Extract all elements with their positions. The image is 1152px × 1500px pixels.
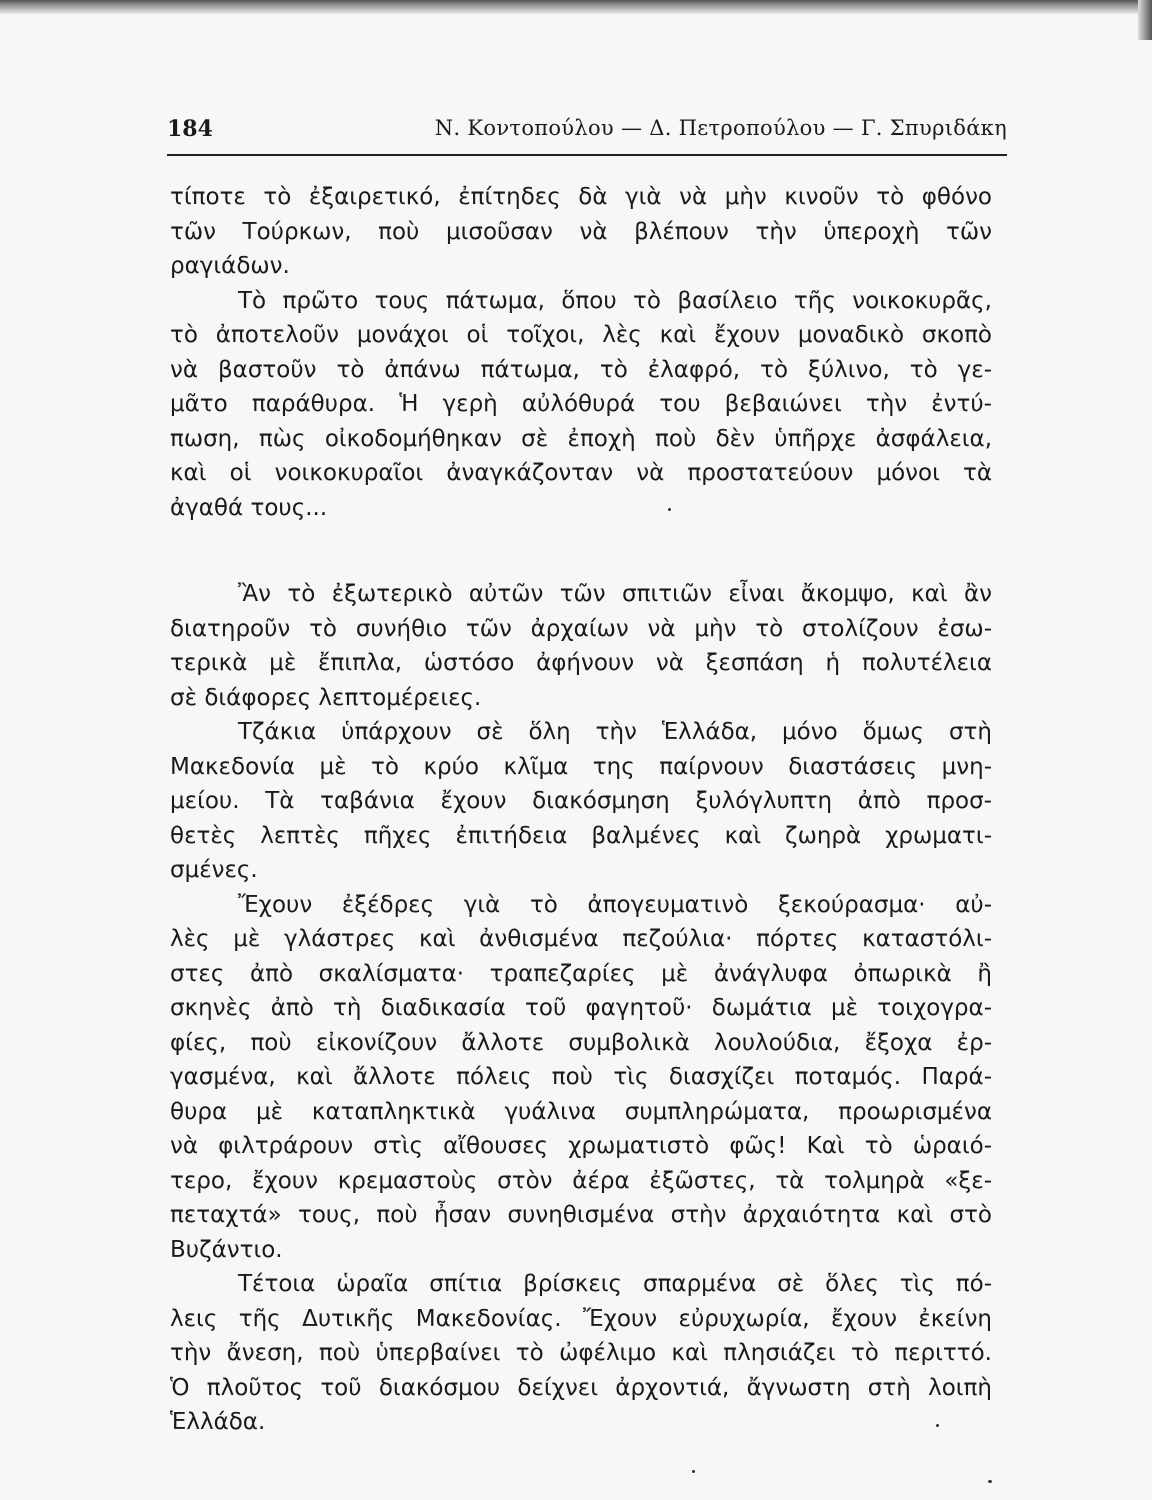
scan-speck <box>936 1424 939 1427</box>
text-line: Μακεδονία μὲ τὸ κρύο κλῖμα της παίρνουν διαστάσεις μνη- <box>170 753 992 780</box>
text-line: ραγιάδων. <box>170 253 290 279</box>
page-header <box>167 116 1007 156</box>
paragraph <box>170 1267 992 1440</box>
text-line: θετὲς λεπτὲς πῆχες ἐπιτήδεια βαλμένες καὶ ζωηρὰ χρωματι- <box>170 822 992 849</box>
text-line: μᾶτο παράθυρα. Ἡ γερὴ αὐλόθυρά του βεβαιώνει τὴν ἐντύ- <box>170 391 992 417</box>
text-line: τερο, ἔχουν κρεμαστοὺς στὸν ἀέρα ἐξῶστες, τὰ τολμηρὰ «ξε- <box>170 1167 992 1194</box>
scan-speck <box>692 1470 695 1473</box>
text-line: τίποτε τὸ ἐξαιρετικό, ἐπίτηδες δὰ γιὰ νὰ μὴν κινοῦν τὸ φθόνο <box>170 184 992 210</box>
page-number: 184 <box>167 116 213 142</box>
paragraph <box>170 888 992 1268</box>
text-line: πεταχτά» τους, ποὺ ἦσαν συνηθισμένα στὴν ἀρχαιότητα καὶ στὸ <box>170 1202 992 1228</box>
text-line: νὰ φιλτράρουν στὶς αἴθουσες χρωματιστὸ φῶς! Καὶ τὸ ὡραιό- <box>170 1133 992 1159</box>
section-gap <box>170 525 992 577</box>
running-head-authors: Ν. Κοντοπούλου — Δ. Πετροπούλου — Γ. Σπυριδάκη <box>434 116 1007 140</box>
text-line: σμένες. <box>170 857 258 883</box>
text-line: φίες, ποὺ εἰκονίζουν ἄλλοτε συμβολικὰ λουλούδια, ἔξοχα ἐρ- <box>170 1029 992 1056</box>
body-text <box>170 180 992 1440</box>
text-line: Τζάκια ὑπάρχουν σὲ ὅλη τὴν Ἑλλάδα, μόνο ὅμως στὴ <box>238 719 992 745</box>
text-line: λὲς μὲ γλάστρες καὶ ἀνθισμένα πεζούλια· πόρτες καταστόλι- <box>170 926 992 952</box>
text-line: Βυζάντιο. <box>170 1236 283 1263</box>
paragraph <box>170 577 992 715</box>
paragraph <box>170 180 992 284</box>
text-line: τερικὰ μὲ ἔπιπλα, ὡστόσο ἀφήνουν νὰ ξεσπάση ἡ πολυτέλεια <box>170 650 992 676</box>
text-line: Ἑλλάδα. <box>170 1409 266 1435</box>
paragraph <box>170 715 992 888</box>
text-line: στες ἀπὸ σκαλίσματα· τραπεζαρίες μὲ ἀνάγλυφα ὀπωρικὰ ἢ <box>170 960 992 987</box>
text-line: ἀγαθά τους... <box>170 494 328 521</box>
text-line: Τέτοια ὡραῖα σπίτια βρίσκεις σπαρμένα σὲ ὅλες τὶς πό- <box>238 1271 992 1297</box>
scan-speck <box>668 508 671 511</box>
text-line: θυρα μὲ καταπληκτικὰ γυάλινα συμπληρώματα, προωρισμένα <box>170 1098 992 1125</box>
text-line: τῶν Τούρκων, ποὺ μισοῦσαν νὰ βλέπουν τὴν ὑπεροχὴ τῶν <box>170 218 992 245</box>
scan-speck <box>988 1480 992 1483</box>
paragraph <box>170 284 992 526</box>
text-line: Ἂν τὸ ἐξωτερικὸ αὐτῶν τῶν σπιτιῶν εἶναι ἄκομψο, καὶ ἂν <box>238 581 992 607</box>
text-line: καὶ οἱ νοικοκυραῖοι ἀναγκάζονταν νὰ προστατεύουν μόνοι τὰ <box>170 460 992 486</box>
text-line: τὴν ἄνεση, ποὺ ὑπερβαίνει τὸ ὠφέλιμο καὶ πλησιάζει τὸ περιττό. <box>170 1340 992 1366</box>
text-line: πωση, πὼς οἰκοδομήθηκαν σὲ ἐποχὴ ποὺ δὲν ὑπῆρχε ἀσφάλεια, <box>170 425 992 452</box>
text-line: τὸ ἀποτελοῦν μονάχοι οἱ τοῖχοι, λὲς καὶ ἔχουν μοναδικὸ σκοπὸ <box>170 322 992 348</box>
text-line: μείου. Τὰ ταβάνια ἔχουν διακόσμηση ξυλόγλυπτη ἀπὸ προσ- <box>170 788 992 814</box>
text-line: γασμένα, καὶ ἄλλοτε πόλεις ποὺ τὶς διασχίζει ποταμός. Παρά- <box>170 1064 992 1090</box>
text-line: λεις τῆς Δυτικῆς Μακεδονίας. Ἔχουν εὐρυχωρία, ἔχουν ἐκείνη <box>170 1305 992 1332</box>
text-line: Τὸ πρῶτο τους πάτωμα, ὅπου τὸ βασίλειο τῆς νοικοκυρᾶς, <box>238 287 992 314</box>
text-line: Ὁ πλοῦτος τοῦ διακόσμου δείχνει ἀρχοντιά, ἄγνωστη στὴ λοιπὴ <box>170 1374 992 1401</box>
text-line: σὲ διάφορες λεπτομέρειες. <box>170 684 482 711</box>
scan-right-edge <box>1138 0 1152 40</box>
text-line: Ἔχουν ἐξέδρες γιὰ τὸ ἀπογευματινὸ ξεκούρασμα· αὐ- <box>238 891 992 918</box>
text-line: διατηροῦν τὸ συνήθιο τῶν ἀρχαίων νὰ μὴν τὸ στολίζουν ἐσω- <box>170 615 992 642</box>
text-line: νὰ βαστοῦν τὸ ἀπάνω πάτωμα, τὸ ἐλαφρό, τὸ ξύλινο, τὸ γε- <box>170 356 992 383</box>
text-line: σκηνὲς ἀπὸ τὴ διαδικασία τοῦ φαγητοῦ· δωμάτια μὲ τοιχογρα- <box>170 995 992 1021</box>
scan-top-edge <box>0 0 1152 14</box>
